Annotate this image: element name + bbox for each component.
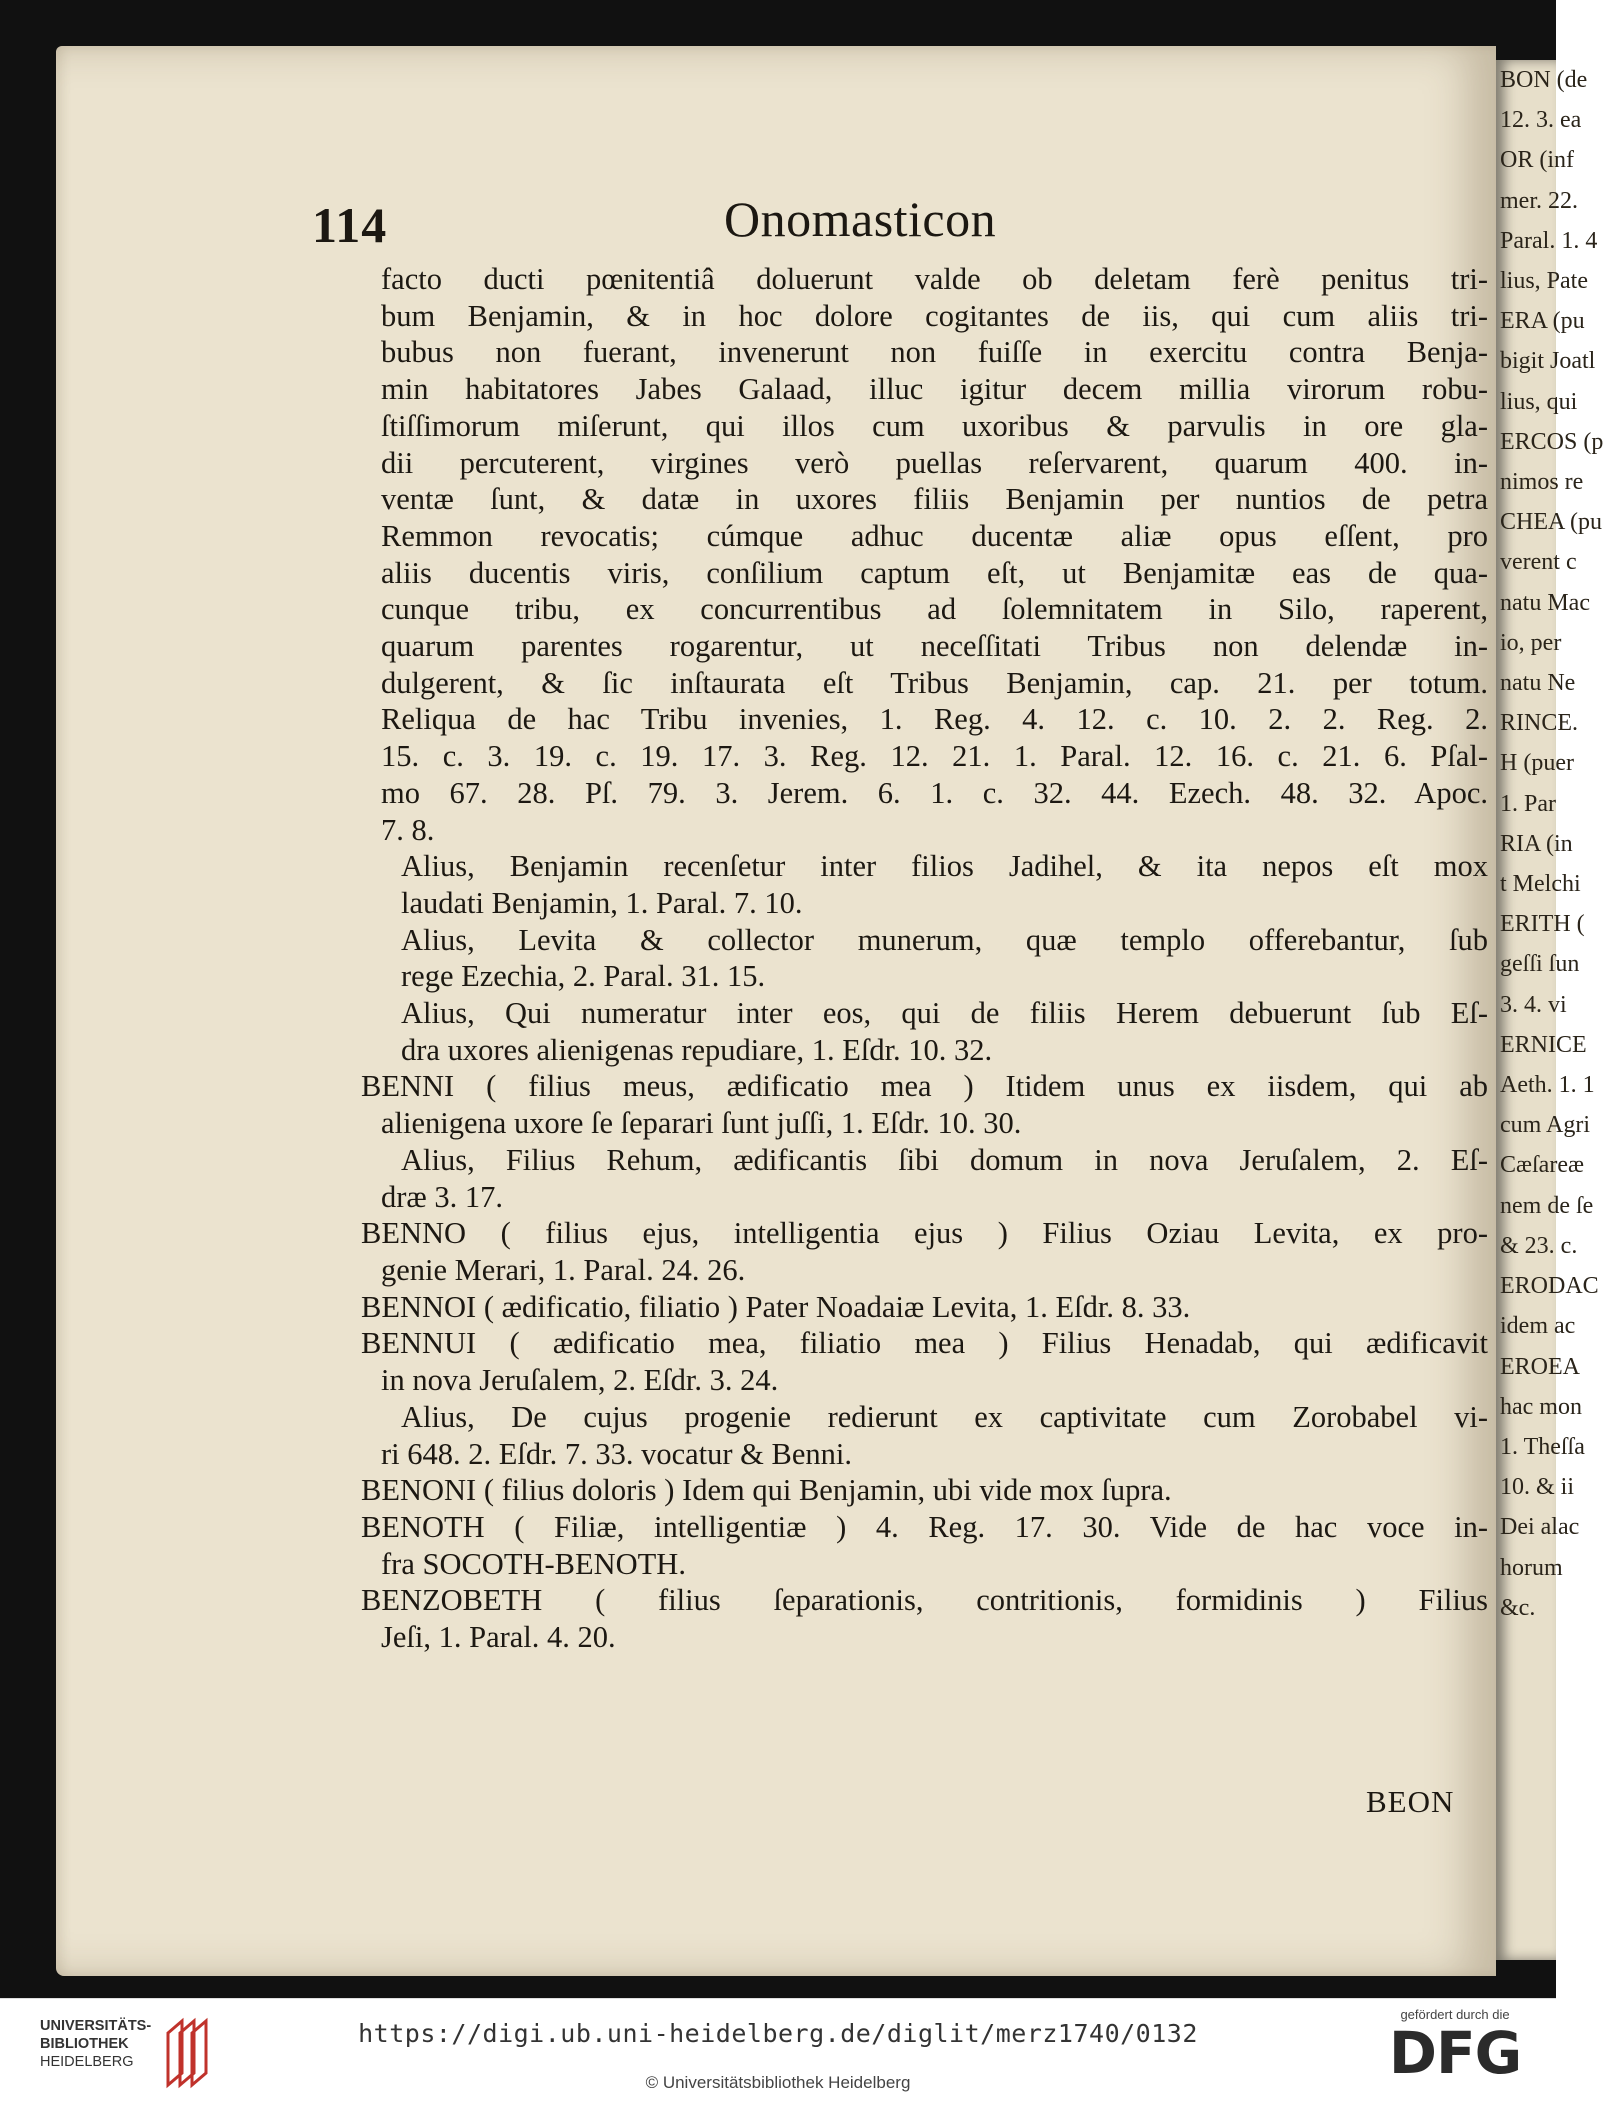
adjacent-page-fragment: lius, Pate <box>1500 268 1588 295</box>
adjacent-page-fragment: ERNICE <box>1500 1031 1587 1058</box>
text-line: rege Ezechia, 2. Paral. 31. 15. <box>401 959 766 994</box>
text-line: Alius, Filius Rehum, ædificantis ſibi domum in nova Jeruſalem, 2. Eſ- <box>401 1142 1488 1177</box>
adjacent-page-fragment: idem ac <box>1500 1313 1576 1340</box>
text-line: Alius, Benjamin recenſetur inter filios Jadihel, & ita nepos eſt mox <box>401 849 1488 884</box>
adjacent-page-fragment: mer. 22. <box>1500 187 1578 214</box>
adjacent-page-fragment: natu Mac <box>1500 589 1590 616</box>
adjacent-page-fragment: 12. 3. ea <box>1500 107 1582 134</box>
copyright-notice: © Universitätsbibliothek Heidelberg <box>645 2073 911 2092</box>
funding-label: gefördert durch die <box>1400 2007 1510 2022</box>
text-line: BENZOBETH ( filius ſeparationis, contritionis, formidinis ) Filius <box>361 1583 1488 1618</box>
adjacent-page-fragment: BON (de <box>1500 67 1588 93</box>
text-line: bum Benjamin, & in hoc dolore cogitantes de iis, qui cum aliis tri- <box>381 298 1488 333</box>
text-line: Jeſi, 1. Paral. 4. 20. <box>381 1620 616 1655</box>
text-line: Alius, Levita & collector munerum, quæ templo offerebantur, ſub <box>401 922 1488 957</box>
body-text <box>355 261 1488 1656</box>
adjacent-page-fragment: Cæſareæ <box>1500 1152 1584 1179</box>
adjacent-page-fragment: ERODAC <box>1500 1273 1599 1300</box>
viewer-footer <box>0 1998 1556 2111</box>
adjacent-page-fragment: &c. <box>1500 1594 1536 1621</box>
text-line: BENNO ( filius ejus, intelligentia ejus ) Filius Oziau Levita, ex pro- <box>361 1216 1488 1251</box>
adjacent-page-fragment: cum Agri <box>1500 1112 1590 1139</box>
text-line: alienigena uxore ſe ſeparari ſunt juſſi, 1. Eſdr. 10. 30. <box>381 1106 1022 1141</box>
text-line: dra uxores alienigenas repudiare, 1. Eſdr. 10. 32. <box>401 1032 993 1067</box>
adjacent-page-fragment: EROEA <box>1500 1353 1580 1380</box>
text-line: laudati Benjamin, 1. Paral. 7. 10. <box>401 885 803 920</box>
text-line: Alius, De cujus progenie redierunt ex captivitate cum Zorobabel vi- <box>401 1399 1488 1434</box>
adjacent-page-fragment: t Melchi <box>1500 871 1581 898</box>
adjacent-page-fragment: horum <box>1500 1554 1563 1581</box>
text-line: 7. 8. <box>381 812 435 847</box>
adjacent-page-fragment: lius, qui <box>1500 388 1578 415</box>
adjacent-page-fragment: Paral. 1. 4 <box>1500 227 1598 254</box>
adjacent-page-fragment: Dei alac <box>1500 1514 1580 1541</box>
catchword: BEON <box>1366 1784 1455 1819</box>
adjacent-page-fragment: OR (inf <box>1500 147 1574 174</box>
text-line: ventæ ſunt, & datæ in uxores filiis Benjamin per nuntios de petra <box>381 482 1488 517</box>
adjacent-page-fragment: ERCOS (p <box>1500 428 1603 455</box>
adjacent-page-fragment: verent c <box>1500 549 1577 576</box>
running-title: Onomasticon <box>724 191 997 247</box>
library-name-line: HEIDELBERG <box>40 2054 134 2070</box>
text-line: cunque tribu, ex concurrentibus ad ſolemnitatem in Silo, raperent, <box>381 592 1488 627</box>
text-line: fra SOCOTH-BENOTH. <box>381 1546 686 1581</box>
text-line: mo 67. 28. Pſ. 79. 3. Jerem. 6. 1. c. 32. 44. Ezech. 48. 32. Apoc. <box>381 775 1488 810</box>
text-line: Remmon revocatis; cúmque adhuc ducentæ aliæ opus eſſent, pro <box>381 518 1488 553</box>
text-line: in nova Jeruſalem, 2. Eſdr. 3. 24. <box>381 1363 779 1398</box>
text-line: 15. c. 3. 19. c. 19. 17. 3. Reg. 12. 21. 1. Paral. 12. 16. c. 21. 6. Pſal- <box>381 739 1488 774</box>
text-line: BENNUI ( ædificatio mea, filiatio mea ) Filius Henadab, qui ædificavit <box>361 1326 1488 1361</box>
library-name-line: BIBLIOTHEK <box>40 2036 129 2052</box>
text-line: genie Merari, 1. Paral. 24. 26. <box>381 1252 746 1287</box>
adjacent-page-fragment: 3. 4. vi <box>1500 991 1567 1018</box>
page-number: 114 <box>312 197 388 253</box>
adjacent-page-fragment: CHEA (pu <box>1500 509 1602 536</box>
funder-logo <box>1370 2007 1540 2087</box>
adjacent-page-fragment: & 23. c. <box>1500 1232 1578 1259</box>
page-url[interactable]: https://digi.ub.uni-heidelberg.de/diglit/merz1740/0132 <box>358 2019 1198 2048</box>
book-page <box>56 46 1496 1976</box>
text-line: BENONI ( filius doloris ) Idem qui Benjamin, ubi vide mox ſupra. <box>361 1473 1172 1508</box>
adjacent-page-fragment: 1. Par <box>1500 790 1556 817</box>
adjacent-page-edge <box>1496 60 1603 1960</box>
text-line: dulgerent, & ſic inſtaurata eſt Tribus Benjamin, cap. 21. per totum. <box>381 665 1488 700</box>
text-line: min habitatores Jabes Galaad, illuc igitur decem millia virorum robu- <box>381 372 1488 407</box>
adjacent-page-fragment: RINCE. <box>1500 710 1578 737</box>
adjacent-page-fragment: nimos re <box>1500 469 1584 496</box>
adjacent-page-fragment: Aeth. 1. 1 <box>1500 1072 1595 1099</box>
text-line: BENNI ( filius meus, ædificatio mea ) Itidem unus ex iisdem, qui ab <box>361 1069 1488 1104</box>
adjacent-page-fragment: io, per <box>1500 629 1562 656</box>
text-line: bubus non fuerant, invenerunt non fuiſſe in exercitu contra Benja- <box>381 335 1488 370</box>
text-line: quarum parentes rogarentur, ut neceſſitati Tribus non delendæ in- <box>381 629 1488 664</box>
adjacent-page-fragment: H (puer <box>1500 750 1574 777</box>
text-line: dræ 3. 17. <box>381 1179 503 1214</box>
adjacent-page-fragment: 10. & ii <box>1500 1474 1575 1501</box>
dfg-mark: DFG <box>1388 2019 1522 2087</box>
text-line: Alius, Qui numeratur inter eos, qui de filiis Herem debuerunt ſub Eſ- <box>401 996 1488 1031</box>
text-line: BENOTH ( Filiæ, intelligentiæ ) 4. Reg. 17. 30. Vide de hac voce in- <box>361 1509 1488 1544</box>
adjacent-page-fragment: ERA (pu <box>1500 308 1585 335</box>
text-line: ri 648. 2. Eſdr. 7. 33. vocatur & Benni. <box>381 1436 852 1471</box>
text-line: aliis ducentis viris, conſilium captum eſt, ut Benjamitæ eas de qua- <box>381 555 1488 590</box>
adjacent-page-fragment: ERITH ( <box>1500 911 1585 938</box>
page-header <box>56 191 1496 266</box>
adjacent-page-fragment: bigit Joatl <box>1500 348 1596 375</box>
adjacent-page-fragment: nem de ſe <box>1500 1192 1594 1219</box>
adjacent-page-fragment: RIA (in <box>1500 830 1573 857</box>
adjacent-page-fragment: natu Ne <box>1500 670 1576 697</box>
text-line: Reliqua de hac Tribu invenies, 1. Reg. 4. 12. c. 10. 2. 2. Reg. 2. <box>381 702 1488 737</box>
text-line: ſtiſſimorum miſerunt, qui illos cum uxoribus & parvulis in ore gla- <box>381 408 1488 443</box>
adjacent-page-fragment: hac mon <box>1500 1393 1582 1420</box>
adjacent-page-fragment: 1. Theſſa <box>1500 1433 1585 1460</box>
adjacent-page-fragment: geſſi ſun <box>1500 951 1580 978</box>
library-name-line: UNIVERSITÄTS- <box>40 2018 152 2034</box>
text-line: BENNOI ( ædificatio, filiatio ) Pater Noadaiæ Levita, 1. Eſdr. 8. 33. <box>361 1289 1191 1324</box>
text-line: dii percuterent, virgines verò puellas reſervarent, quarum 400. in- <box>381 445 1488 480</box>
text-line: facto ducti pœnitentiâ doluerunt valde ob deletam ferè penitus tri- <box>381 262 1488 296</box>
